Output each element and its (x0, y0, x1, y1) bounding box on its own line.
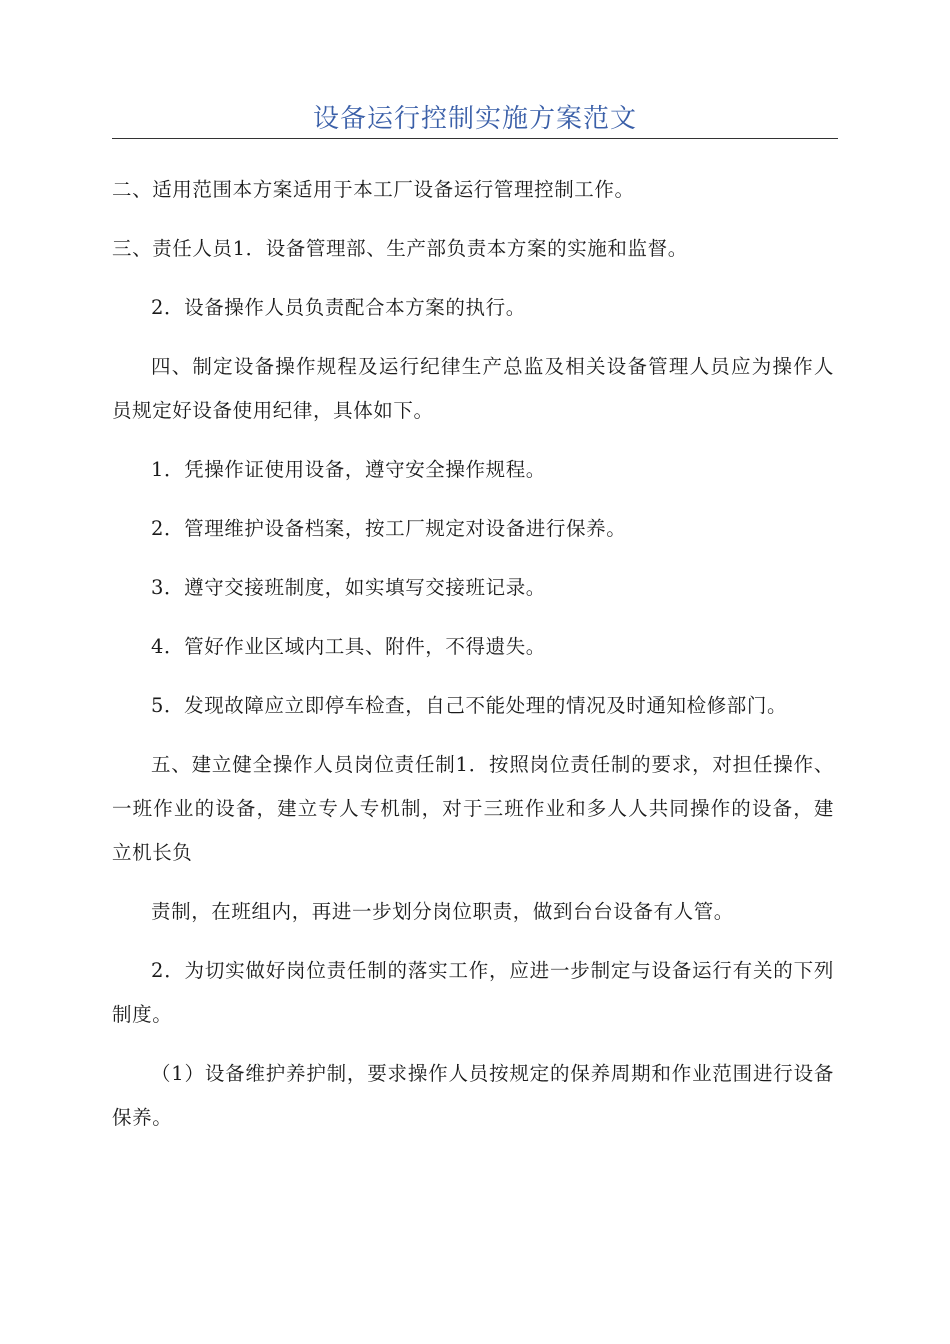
title-block (112, 100, 838, 139)
paragraph-responsible: 三、责任人员1．设备管理部、生产部负责本方案的实施和监督。 (112, 237, 688, 260)
paragraph-scope: 二、适用范围本方案适用于本工厂设备运行管理控制工作。 (112, 178, 635, 201)
paragraph-responsibility-system: 五、建立健全操作人员岗位责任制1．按照岗位责任制的要求，对担任操作、一班作业的设备，建立专人专机制，对于三班作业和多人人共同操作的设备，建立机长负 (112, 753, 834, 864)
list-item-3: 3．遵守交接班制度，如实填写交接班记录。 (151, 576, 546, 599)
list-item-2: 2．管理维护设备档案，按工厂规定对设备进行保养。 (151, 517, 627, 540)
paragraph-responsibility-continued: 责制，在班组内，再进一步划分岗位职责，做到台台设备有人管。 (151, 900, 734, 923)
list-item-4: 4．管好作业区域内工具、附件，不得遗失。 (151, 635, 546, 658)
paragraph-rules-intro: 四、制定设备操作规程及运行纪律生产总监及相关设备管理人员应为操作人员规定好设备使用纪律，具体如下。 (112, 355, 834, 422)
paragraph-regulations: 2．为切实做好岗位责任制的落实工作，应进一步制定与设备运行有关的下列制度。 (112, 959, 834, 1026)
paragraph-maintenance: （1）设备维护养护制，要求操作人员按规定的保养周期和作业范围进行设备保养。 (112, 1062, 834, 1129)
document-body (112, 168, 834, 1155)
list-item-5: 5．发现故障应立即停车检查，自己不能处理的情况及时通知检修部门。 (151, 694, 788, 717)
list-item-1: 1．凭操作证使用设备，遵守安全操作规程。 (151, 458, 546, 481)
document-title: 设备运行控制实施方案范文 (312, 104, 637, 134)
paragraph-operator-duty: 2．设备操作人员负责配合本方案的执行。 (151, 296, 526, 319)
